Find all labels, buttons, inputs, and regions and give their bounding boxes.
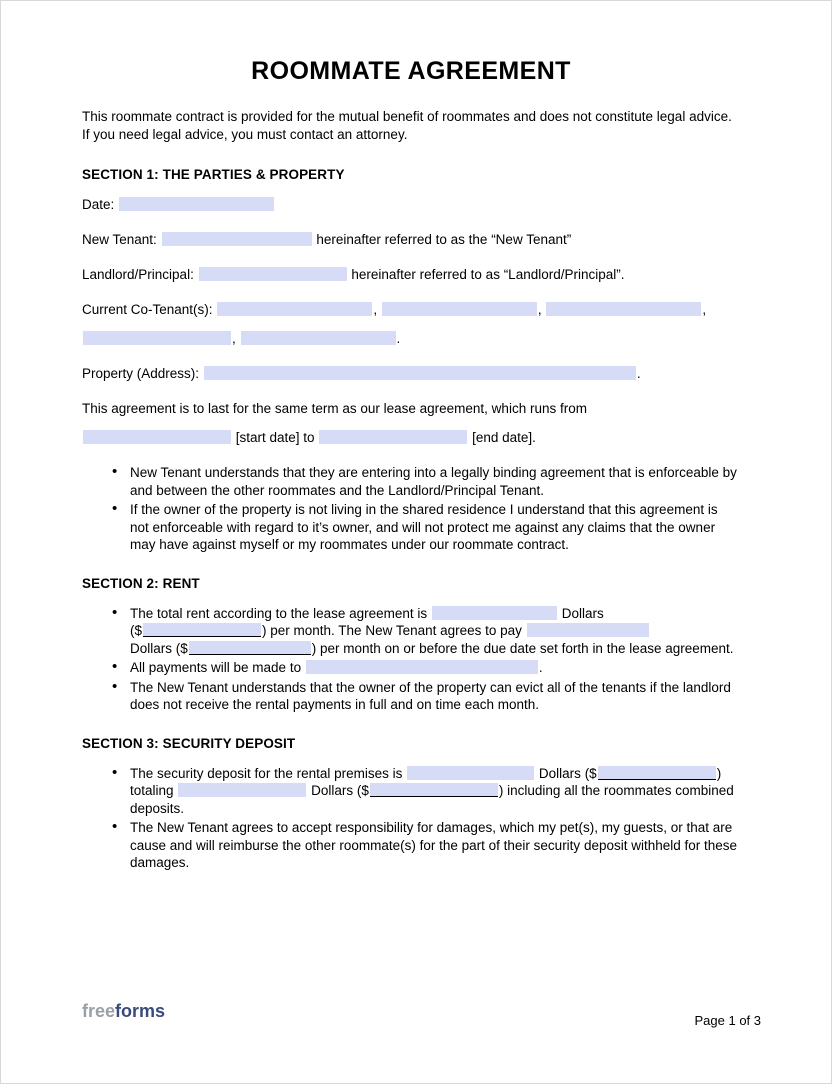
page-title: ROOMMATE AGREEMENT: [251, 57, 571, 85]
rent-text-4: ) per month. The New Tenant agrees to pay: [262, 623, 522, 638]
deposit-amount-field[interactable]: [598, 766, 716, 780]
logo-forms-text: forms: [115, 1001, 166, 1021]
landlord-line: [82, 266, 740, 283]
term-text: This agreement is to last for the same term as our lease agreement, which runs from: [82, 401, 587, 416]
list-item: • If the owner of the property is not living in the shared residence I understand that this agreement is not enforceable with regard to it’s owner, and will not protect me against any claims that the owner may have against myself or my roommates under our roommate contract.: [112, 501, 740, 554]
rent-text-1: The total rent according to the lease agreement is: [130, 605, 428, 621]
new-tenant-rent-amount-field[interactable]: [189, 641, 311, 655]
payments-text-1: All payments will be made to: [130, 660, 302, 675]
total-rent-amount-field[interactable]: [143, 623, 261, 637]
deposit-text-3: ($: [584, 765, 597, 781]
list-item: [112, 605, 740, 658]
cotenants-comma-2: ,: [537, 302, 542, 317]
new-tenant-field[interactable]: [162, 232, 312, 246]
list-item: [112, 659, 740, 677]
term-dates-line: [82, 429, 740, 446]
section-1-heading: SECTION 1: THE PARTIES & PROPERTY: [82, 167, 345, 182]
document-content: [82, 57, 740, 894]
deposit-text-7: including all the roommates combined deposits.: [130, 783, 734, 816]
section-3-heading: SECTION 3: SECURITY DEPOSIT: [82, 735, 296, 751]
landlord-field[interactable]: [199, 267, 347, 281]
cotenant-field-4[interactable]: [83, 331, 231, 345]
rent-text-2: Dollars: [561, 605, 604, 621]
deposit-text-6: ): [498, 783, 504, 798]
cotenant-field-5[interactable]: [241, 331, 396, 345]
start-date-field[interactable]: [83, 430, 231, 444]
cotenant-field-3[interactable]: [546, 302, 701, 316]
list-item: [112, 765, 740, 818]
payments-payee-field[interactable]: [306, 660, 538, 674]
deposit-text-4: ) totaling: [130, 765, 722, 798]
cotenants-line-1: [82, 301, 740, 318]
property-field[interactable]: [204, 366, 636, 380]
property-period: .: [636, 366, 641, 381]
deposit-words-field[interactable]: [407, 766, 534, 780]
total-deposit-words-field[interactable]: [178, 783, 306, 797]
landlord-suffix: hereinafter referred to as “Landlord/Principal”.: [351, 267, 625, 282]
deposit-text-5: Dollars ($: [311, 783, 369, 798]
payments-text-2: .: [538, 660, 543, 675]
cotenants-line-2: [82, 330, 740, 347]
cotenant-field-2[interactable]: [382, 302, 537, 316]
total-rent-words-field[interactable]: [432, 606, 557, 620]
date-label: Date:: [82, 197, 115, 212]
cotenants-comma-3: ,: [702, 302, 707, 317]
intro-paragraph: This roommate contract is provided for the mutual benefit of roommates and does not constitute legal advice. If you need legal advice, you must contact an attorney.: [82, 109, 732, 142]
list-item: • New Tenant understands that they are entering into a legally binding agreement that is enforceable by and between the other roommates and the Landlord/Principal Tenant.: [112, 464, 740, 499]
date-field[interactable]: [119, 197, 274, 211]
page-number: Page 1 of 3: [694, 1013, 761, 1028]
landlord-label: Landlord/Principal:: [82, 267, 194, 282]
start-date-label: [start date] to: [235, 430, 315, 445]
new-tenant-suffix: hereinafter referred to as the “New Tenant”: [316, 232, 572, 247]
logo-free-text: free: [82, 1001, 116, 1021]
date-line: [82, 196, 740, 213]
deposit-text-2: Dollars: [538, 765, 581, 781]
cotenants-comma-4: ,: [232, 331, 236, 346]
cotenant-field-1[interactable]: [217, 302, 372, 316]
new-tenant-line: [82, 231, 740, 248]
rent-text-5: Dollars ($: [130, 640, 188, 656]
section-2-heading: SECTION 2: RENT: [82, 575, 200, 591]
rent-text-3: ($: [130, 623, 143, 638]
end-date-field[interactable]: [319, 430, 467, 444]
cotenants-period: .: [396, 331, 401, 346]
section-3-bullets: [82, 765, 740, 872]
list-item: • The New Tenant agrees to accept responsibility for damages, which my pet(s), my guests, or that are cause and will reimburse the other roommate(s) for the part of their security deposit withheld for these damages.: [112, 819, 740, 872]
new-tenant-label: New Tenant:: [82, 232, 157, 247]
end-date-label: [end date].: [472, 430, 536, 445]
property-line: [82, 365, 740, 382]
freeforms-logo: [82, 1001, 165, 1022]
list-item: • The New Tenant understands that the owner of the property can evict all of the tenants if the landlord does not receive the rental payments in full and on time each month.: [112, 679, 740, 714]
deposit-text-1: The security deposit for the rental premises is: [130, 765, 403, 781]
cotenants-label: Current Co-Tenant(s):: [82, 302, 213, 317]
new-tenant-rent-words-field[interactable]: [527, 623, 649, 637]
cotenants-comma-1: ,: [373, 302, 378, 317]
rent-text-6: ) per month on or before the due date set forth in the lease agreement.: [311, 640, 734, 656]
section-2-bullets: [82, 605, 740, 714]
property-label: Property (Address):: [82, 366, 200, 381]
total-deposit-amount-field[interactable]: [370, 783, 498, 797]
section-1-bullets: [82, 464, 740, 554]
